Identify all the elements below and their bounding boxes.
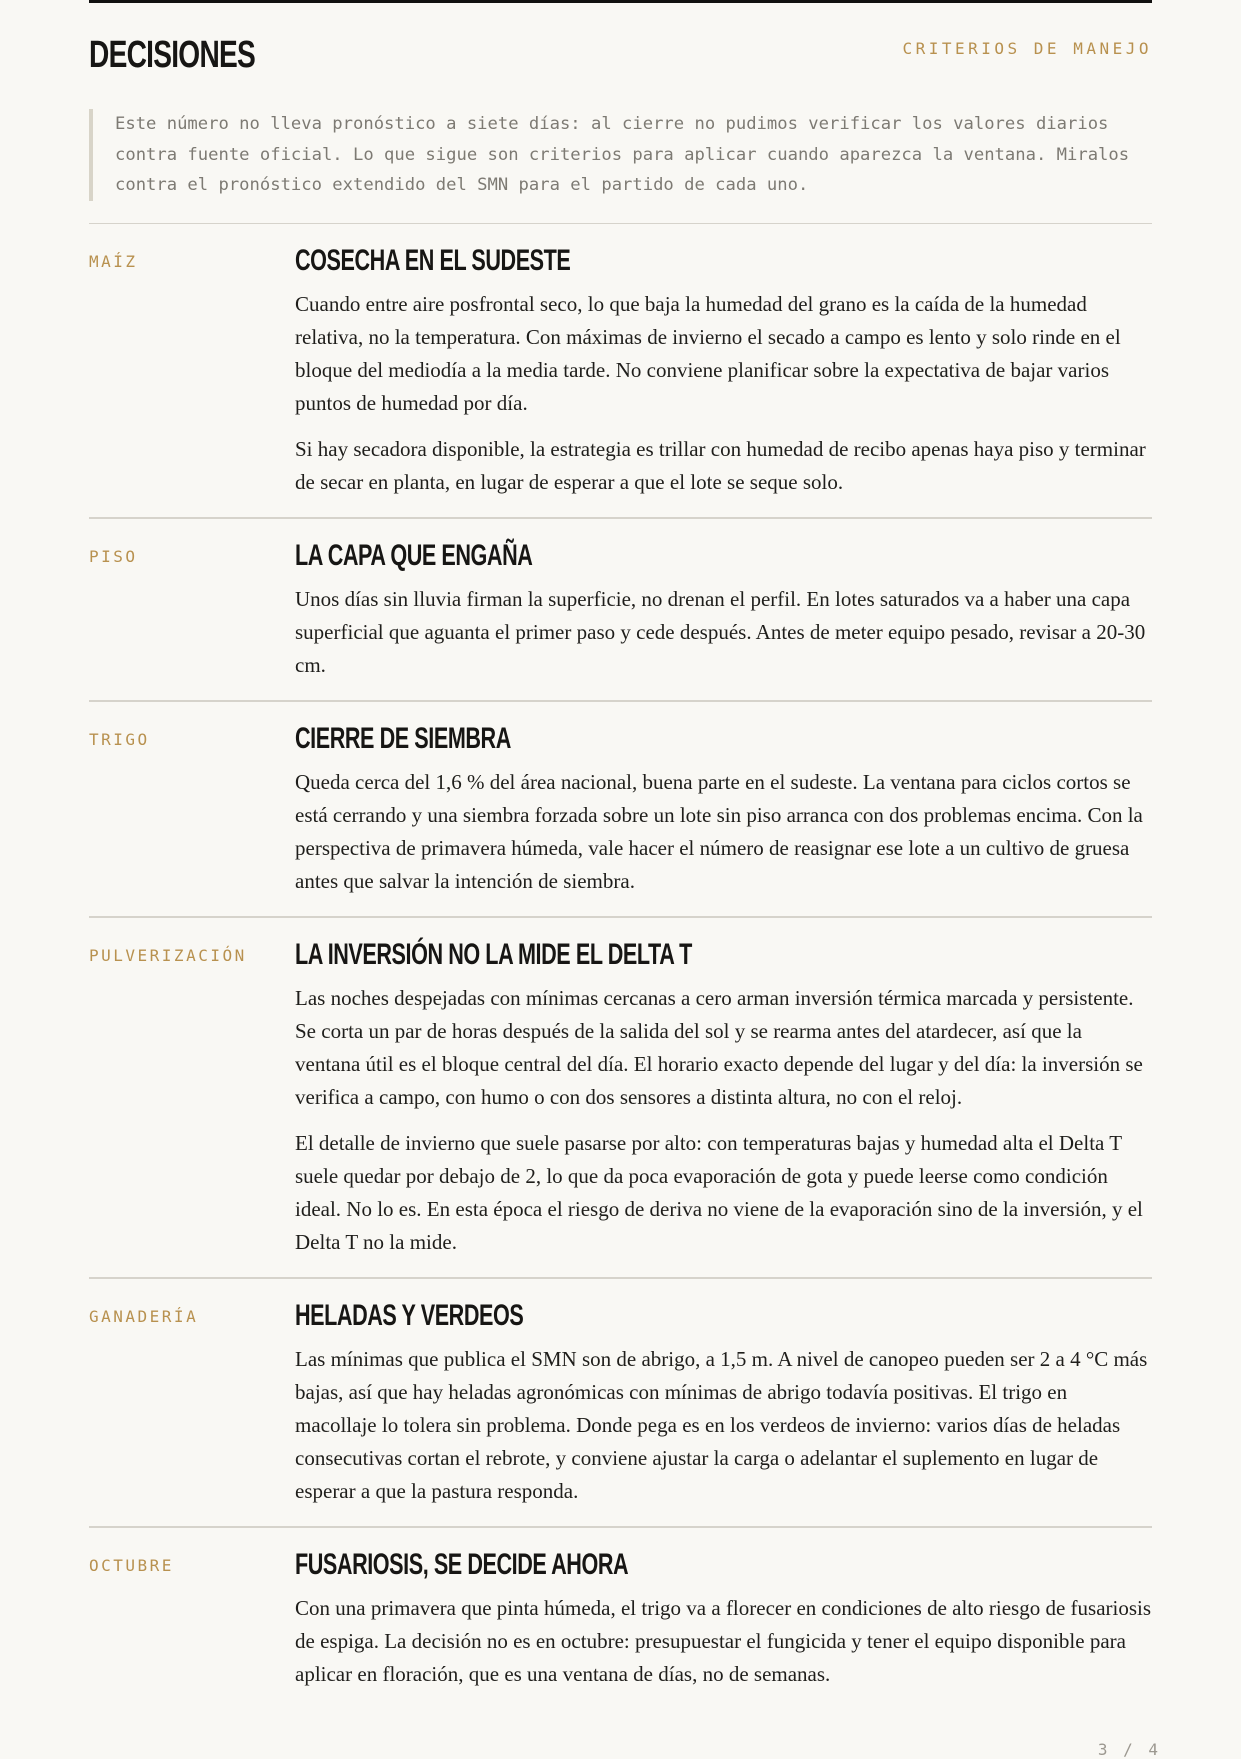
entry-paragraph: Unos días sin lluvia firman la superficie, no drenan el perfil. En lotes saturados va a haber una capa superficial que aguanta el primer paso y cede después. Antes de meter equipo pesado, revisar a 20-30 cm. — [295, 586, 1146, 677]
entry-paragraph: Las noches despejadas con mínimas cercanas a cero arman inversión térmica marcada y persistente. Se corta un par de horas después de la salida del sol y se rearma antes del atardecer, así que la ventana útil es el bloque central del día. El horario exacto depende del lugar y del día: la inversión se verifica a campo, con humo o con dos sensores a distinta altura, no con el reloj. — [295, 985, 1143, 1109]
entry-heading: LA CAPA QUE ENGAÑA — [295, 538, 533, 572]
entry-paragraph: Con una primavera que pinta húmeda, el trigo va a florecer en condiciones de alto riesgo de fusariosis de espiga. La decisión no es en octubre: presupuestar el fungicida y tener el equipo disponible para aplicar en floración, que es una ventana de días, no de semanas. — [295, 1595, 1152, 1686]
entry-body — [295, 1297, 1152, 1508]
entry-heading: CIERRE DE SIEMBRA — [295, 721, 511, 755]
section-kicker: CRITERIOS DE MANEJO — [902, 39, 1152, 58]
entry-body — [295, 720, 1152, 898]
entry-tag: MAÍZ — [89, 251, 138, 271]
page-header — [89, 3, 1152, 89]
entry-tag: PULVERIZACIÓN — [89, 945, 247, 965]
entry-heading: HELADAS Y VERDEOS — [295, 1298, 524, 1332]
entry-maiz — [89, 224, 1152, 519]
entry-tag: PISO — [89, 546, 138, 566]
entry-octubre — [89, 1528, 1152, 1709]
entry-paragraph: Queda cerca del 1,6 % del área nacional, buena parte en el sudeste. La ventana para ciclos cortos se está cerrando y una siembra forzada sobre un lote sin piso arranca con dos problemas encima. Con la perspectiva de primavera húmeda, vale hacer el número de reasignar ese lote a un cultivo de gruesa antes que salvar la intención de siembra. — [295, 769, 1143, 893]
entry-trigo — [89, 702, 1152, 918]
entry-paragraph: Si hay secadora disponible, la estrategia es trillar con humedad de recibo apenas haya piso y terminar de secar en planta, en lugar de esperar a que el lote se seque solo. — [295, 436, 1146, 494]
entry-paragraph: El detalle de invierno que suele pasarse por alto: con temperaturas bajas y humedad alta el Delta T suele quedar por debajo de 2, lo que da poca evaporación de gota y puede leerse como condición ideal. No lo es. En esta época el riesgo de deriva no viene de la evaporación sino de la inversión, y el Delta T no la mide. — [295, 1130, 1143, 1254]
entry-body — [295, 242, 1152, 499]
editorial-notice: Este número no lleva pronóstico a siete días: al cierre no pudimos verificar los valores diarios contra fuente oficial. Lo que sigue son criterios para aplicar cuando aparezca la ventana. Miralos contra el pronóstico extendido del SMN para el partido de cada uno. — [89, 109, 1152, 201]
entry-paragraph: Cuando entre aire posfrontal seco, lo que baja la humedad del grano es la caída de la humedad relativa, no la temperatura. Con máximas de invierno el secado a campo es lento y solo rinde en el bloque del mediodía a la media tarde. No conviene planificar sobre la expectativa de bajar varios puntos de humedad por día. — [295, 291, 1121, 415]
entry-body — [295, 1546, 1152, 1691]
entry-heading: LA INVERSIÓN NO LA MIDE EL DELTA T — [295, 937, 692, 971]
entry-ganaderia — [89, 1279, 1152, 1528]
entry-heading: FUSARIOSIS, SE DECIDE AHORA — [295, 1547, 629, 1581]
page-number: 3 / 4 — [1097, 1740, 1161, 1759]
entry-heading: COSECHA EN EL SUDESTE — [295, 243, 571, 277]
page-title: DECISIONES — [89, 34, 256, 76]
entry-tag: TRIGO — [89, 729, 150, 749]
entry-tag: OCTUBRE — [89, 1555, 174, 1575]
entry-body — [295, 936, 1152, 1259]
entry-piso — [89, 519, 1152, 702]
entry-pulverizacion — [89, 918, 1152, 1279]
page — [89, 0, 1152, 1709]
entry-body — [295, 537, 1152, 682]
entry-tag: GANADERÍA — [89, 1306, 199, 1326]
entry-paragraph: Las mínimas que publica el SMN son de abrigo, a 1,5 m. A nivel de canopeo pueden ser 2 a 4 °C más bajas, así que hay heladas agronómicas con mínimas de abrigo todavía positivas. El trigo en macollaje lo tolera sin problema. Donde pega es en los verdeos de invierno: varios días de heladas consecutivas cortan el rebrote, y conviene ajustar la carga o adelantar el suplemento en lugar de esperar a que la pastura responda. — [295, 1346, 1148, 1503]
